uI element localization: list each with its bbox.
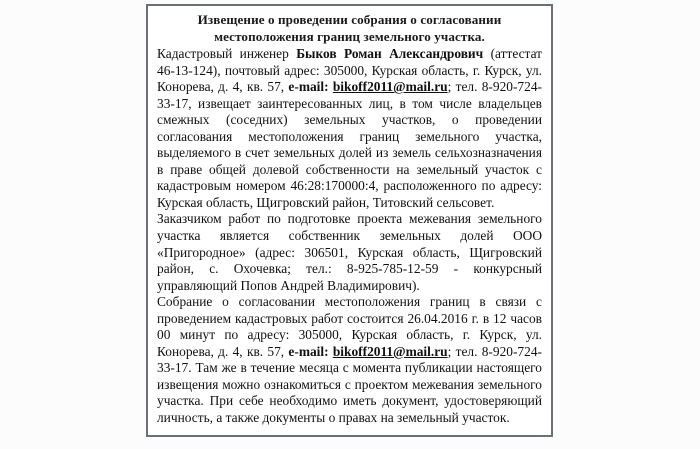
- heading-line-1: Извещение о проведении собрания о согласовании: [197, 12, 502, 27]
- meeting-intro-text: Собрание о согласовании местоположения границ в связи с проведением кадастровых работ состоится 26.04.2016 г. в 12 часов 00 минут по адресу: 305000, Курская область, г. Курск, ул. Конорева, д. 4, кв. 57,: [157, 294, 542, 359]
- paragraph-customer: Заказчиком работ по подготовке проекта межевания земельного участка является собственник земельных долей ООО «Пригородное» (адрес: 306501, Курская область, Щигровский район, с. Охочевка; тел.: 8-925-785-12-59 - конкурсный управляющий Попов Андрей Владимирович).: [157, 211, 542, 293]
- email-label-2: e-mail:: [288, 343, 329, 359]
- notice-heading: [157, 12, 542, 45]
- engineer-contact-text: (аттестат 46-13-124), почтовый адрес: 305000, Курская область, г. Курск, ул. Конорева, д. 4, кв. 57,: [157, 46, 543, 95]
- email-label: e-mail:: [288, 79, 329, 95]
- paragraph-engineer-notice: [157, 46, 542, 211]
- engineer-intro-text: Кадастровый инженер: [157, 46, 297, 61]
- email-address-link[interactable]: bikoff2011@mail.ru: [332, 79, 448, 95]
- heading-line-2: местоположения границ земельного участка.: [214, 28, 485, 44]
- notice-frame: [146, 4, 553, 437]
- engineer-name: Быков Роман Александрович: [296, 46, 484, 61]
- engineer-notice-rest: ; тел. 8-920-724-33-17, извещает заинтересованных лиц, в том числе владельцев смежных (соседних) земельных участков, о проведении согласования местоположения границ земельного участка, выделяемого в счет земельных долей из земель сельхозназначения в праве общей долевой собственности на земельный участок с кадастровым номером 46:28:170000:4, расположенного по адресу: Курская область, Щигровский район, Титовский сельсовет.: [157, 79, 542, 210]
- paragraph-meeting: [157, 294, 542, 426]
- meeting-rest-text: ; тел. 8-920-724-33-17. Там же в течение месяца с момента публикации настоящего извещения можно ознакомиться с проектом межевания земельного участка. При себе необходимо иметь документ, удостоверяющий личность, а также документы о правах на земельный участок.: [157, 343, 542, 426]
- email-address-link-2[interactable]: bikoff2011@mail.ru: [332, 343, 448, 359]
